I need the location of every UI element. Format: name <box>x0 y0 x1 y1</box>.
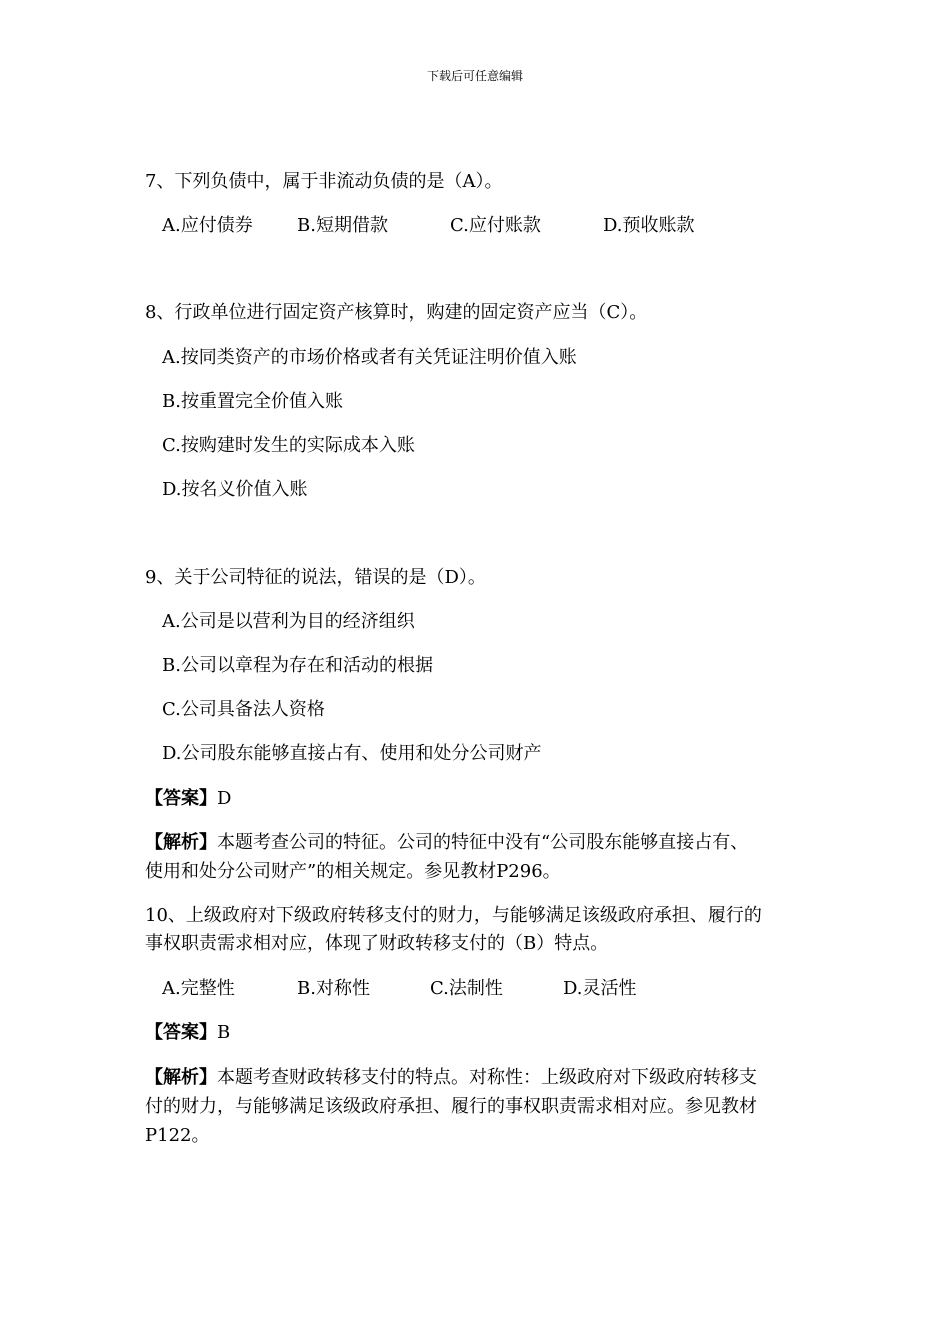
question-9-analysis-line-1 <box>145 828 748 858</box>
question-7-option-d: D.预收账款 <box>603 215 695 236</box>
question-10-analysis-line-1 <box>145 1063 757 1093</box>
question-10-stem-line-2: 事权职责需求相对应，体现了财政转移支付的（B）特点。 <box>145 933 609 954</box>
question-10-answer <box>145 1018 230 1048</box>
page-header: 下载后可任意编辑 <box>426 69 523 83</box>
analysis-label: 【解析】 <box>145 1067 217 1088</box>
question-7-stem: 7、下列负债中，属于非流动负债的是（A）。 <box>145 171 503 192</box>
question-10-analysis-line-3: P122。 <box>145 1125 210 1146</box>
question-10-option-d: D.灵活性 <box>563 978 637 999</box>
question-10-analysis-line-2: 付的财力，与能够满足该级政府承担、履行的事权职责需求相对应。参见教材 <box>145 1096 757 1117</box>
question-10-stem-line-1: 10、上级政府对下级政府转移支付的财力，与能够满足该级政府承担、履行的 <box>145 905 762 926</box>
question-7-option-b: B.短期借款 <box>297 215 388 236</box>
question-9-option-d: D.公司股东能够直接占有、使用和处分公司财产 <box>162 743 542 764</box>
question-10-option-c: C.法制性 <box>430 978 503 999</box>
question-7-option-a: A.应付债券 <box>162 215 253 236</box>
answer-value: B <box>217 1022 231 1043</box>
answer-label: 【答案】 <box>145 788 217 809</box>
question-10-option-b: B.对称性 <box>297 978 370 999</box>
answer-value: D <box>217 788 232 809</box>
question-7-option-c: C.应付账款 <box>450 215 541 236</box>
question-8-stem: 8、行政单位进行固定资产核算时，购建的固定资产应当（C）。 <box>145 302 648 323</box>
analysis-label: 【解析】 <box>145 832 217 853</box>
question-9-stem: 9、关于公司特征的说法，错误的是（D）。 <box>145 567 486 588</box>
question-9-option-a: A.公司是以营利为目的经济组织 <box>162 611 415 632</box>
question-9-analysis-line-2: 使用和处分公司财产”的相关规定。参见教材P296。 <box>145 861 561 882</box>
question-8-option-a: A.按同类资产的市场价格或者有关凭证注明价值入账 <box>162 347 577 368</box>
analysis-text: 本题考查公司的特征。公司的特征中没有“公司股东能够直接占有、 <box>217 832 749 853</box>
question-8-option-b: B.按重置完全价值入账 <box>162 391 343 412</box>
question-8-option-d: D.按名义价值入账 <box>162 479 308 500</box>
question-10-option-a: A.完整性 <box>162 978 235 999</box>
question-9-option-b: B.公司以章程为存在和活动的根据 <box>162 655 433 676</box>
question-9-option-c: C.公司具备法人资格 <box>162 699 325 720</box>
question-9-answer <box>145 784 231 814</box>
answer-label: 【答案】 <box>145 1022 217 1043</box>
analysis-text: 本题考查财政转移支付的特点。对称性：上级政府对下级政府转移支 <box>217 1067 757 1088</box>
question-8-option-c: C.按购建时发生的实际成本入账 <box>162 435 415 456</box>
